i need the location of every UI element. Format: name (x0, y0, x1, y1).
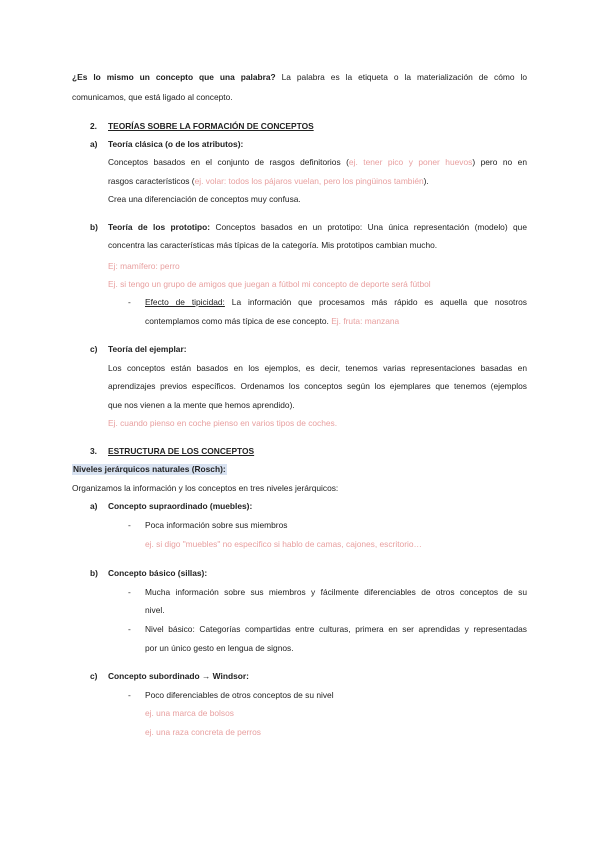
section-2b-example-1: Ej: mamífero: perro (108, 261, 180, 271)
bullet-dash: - (128, 587, 131, 597)
section-3a-marker: a) (90, 501, 98, 511)
section-2a-example-2: ej. volar: todos los pájaros vuelan, pero los pingüinos también (194, 176, 424, 186)
section-2b-bullet-line-1 (145, 297, 527, 308)
section-2a-line-2 (108, 176, 429, 187)
section-3a-bullet: Poca información sobre sus miembros (145, 520, 288, 530)
bullet-dash: - (128, 520, 131, 530)
section-2b-example-2: Ej. si tengo un grupo de amigos que juegan a fútbol mi concepto de deporte será fútbol (108, 279, 431, 289)
section-2a-line-1-pre: Conceptos basados en el conjunto de rasgos definitorios ( (108, 157, 349, 167)
section-2b-marker: b) (90, 222, 98, 232)
section-2c-heading: Teoría del ejemplar: (108, 344, 187, 354)
section-2b-bullet-term: Efecto de tipicidad: (145, 297, 225, 307)
section-2c-example: Ej. cuando pienso en coche pienso en varios tipos de coches. (108, 418, 338, 428)
section-3a-heading: Concepto supraordinado (muebles): (108, 501, 253, 511)
section-3b-heading: Concepto básico (sillas): (108, 568, 208, 578)
section-2b-line-2: concentra las características más típicas de la categoría. Mis prototipos cambian mucho. (108, 240, 438, 250)
section-2b-bullet-line-2-text: contemplamos como más típica de ese concepto. (145, 316, 329, 326)
section-2-title: TEORÍAS SOBRE LA FORMACIÓN DE CONCEPTOS (108, 121, 314, 131)
section-3-title: ESTRUCTURA DE LOS CONCEPTOS (108, 446, 255, 456)
section-3c-example-2: ej. una raza concreta de perros (145, 727, 261, 737)
intro-line-1 (72, 72, 527, 83)
section-2a-example-1: ej. tener pico y poner huevos (348, 157, 473, 167)
section-2b-bullet-line-2 (145, 316, 399, 327)
section-2c-line-1: Los conceptos están basados en los ejemplos, es decir, tenemos varias representaciones basadas en (108, 363, 527, 373)
intro-question: ¿Es lo mismo un concepto que una palabra? (72, 72, 276, 82)
section-2a-line-1 (108, 157, 527, 168)
section-3b-bullet-2-line-2: por un único gesto en lengua de signos. (145, 643, 294, 653)
section-3b-bullet-1-line-2: nivel. (145, 605, 165, 615)
section-3b-marker: b) (90, 568, 98, 578)
section-2b-heading: Teoría de los prototipo: (108, 222, 211, 232)
section-3-subtitle: Niveles jerárquicos naturales (Rosch): (73, 464, 226, 474)
bullet-dash: - (128, 297, 131, 307)
section-2a-line-2-pre: rasgos característicos ( (108, 176, 195, 186)
section-3-intro: Organizamos la información y los conceptos en tres niveles jerárquicos: (72, 483, 339, 493)
section-2a-marker: a) (90, 139, 98, 149)
section-3b-bullet-1-line-1: Mucha información sobre sus miembros y fácilmente diferenciables de otros conceptos de su (145, 587, 527, 597)
section-2b-line-1 (108, 222, 527, 233)
section-2a-line-3: Crea una diferenciación de conceptos muy confusa. (108, 194, 301, 204)
section-2a-heading: Teoría clásica (o de los atributos): (108, 139, 244, 149)
section-2c-line-3: que nos vienen a la mente que hemos aprendido). (108, 400, 295, 410)
section-3b-bullet-2-line-1: Nivel básico: Categorías compartidas entre culturas, primera en ser aprendidas y representadas (145, 624, 527, 634)
section-2b-line-1-text: Conceptos basados en un prototipo: Una única representación (modelo) que (215, 222, 527, 232)
section-3c-example-1: ej. una marca de bolsos (145, 708, 234, 718)
section-2-number: 2. (90, 121, 97, 131)
section-2b-bullet-example: Ej. fruta: manzana (331, 316, 400, 326)
section-3c-heading: Concepto subordinado → Windsor: (108, 671, 249, 681)
section-2c-marker: c) (90, 344, 98, 354)
section-3c-bullet: Poco diferenciables de otros conceptos de su nivel (145, 690, 334, 700)
section-3c-marker: c) (90, 671, 98, 681)
section-2b-bullet-text: La información que procesamos más rápido es aquella que nosotros (231, 297, 527, 307)
intro-line-2: comunicamos, que está ligado al concepto. (72, 92, 233, 102)
section-2a-line-1-post: ) pero no en (472, 157, 528, 167)
section-2c-line-2: aprendizajes previos específicos. Ordenamos los conceptos según los ejemplares que tenemos (ejemplos (108, 381, 527, 391)
intro-text-1: La palabra es la etiqueta o la materialización de cómo lo (281, 72, 527, 82)
bullet-dash: - (128, 690, 131, 700)
section-3a-example: ej. si digo "muebles" no especifico si hablo de camas, cajones, escritorio… (145, 539, 422, 549)
section-3-number: 3. (90, 446, 97, 456)
bullet-dash: - (128, 624, 131, 634)
section-2a-line-2-post: ). (423, 176, 429, 186)
